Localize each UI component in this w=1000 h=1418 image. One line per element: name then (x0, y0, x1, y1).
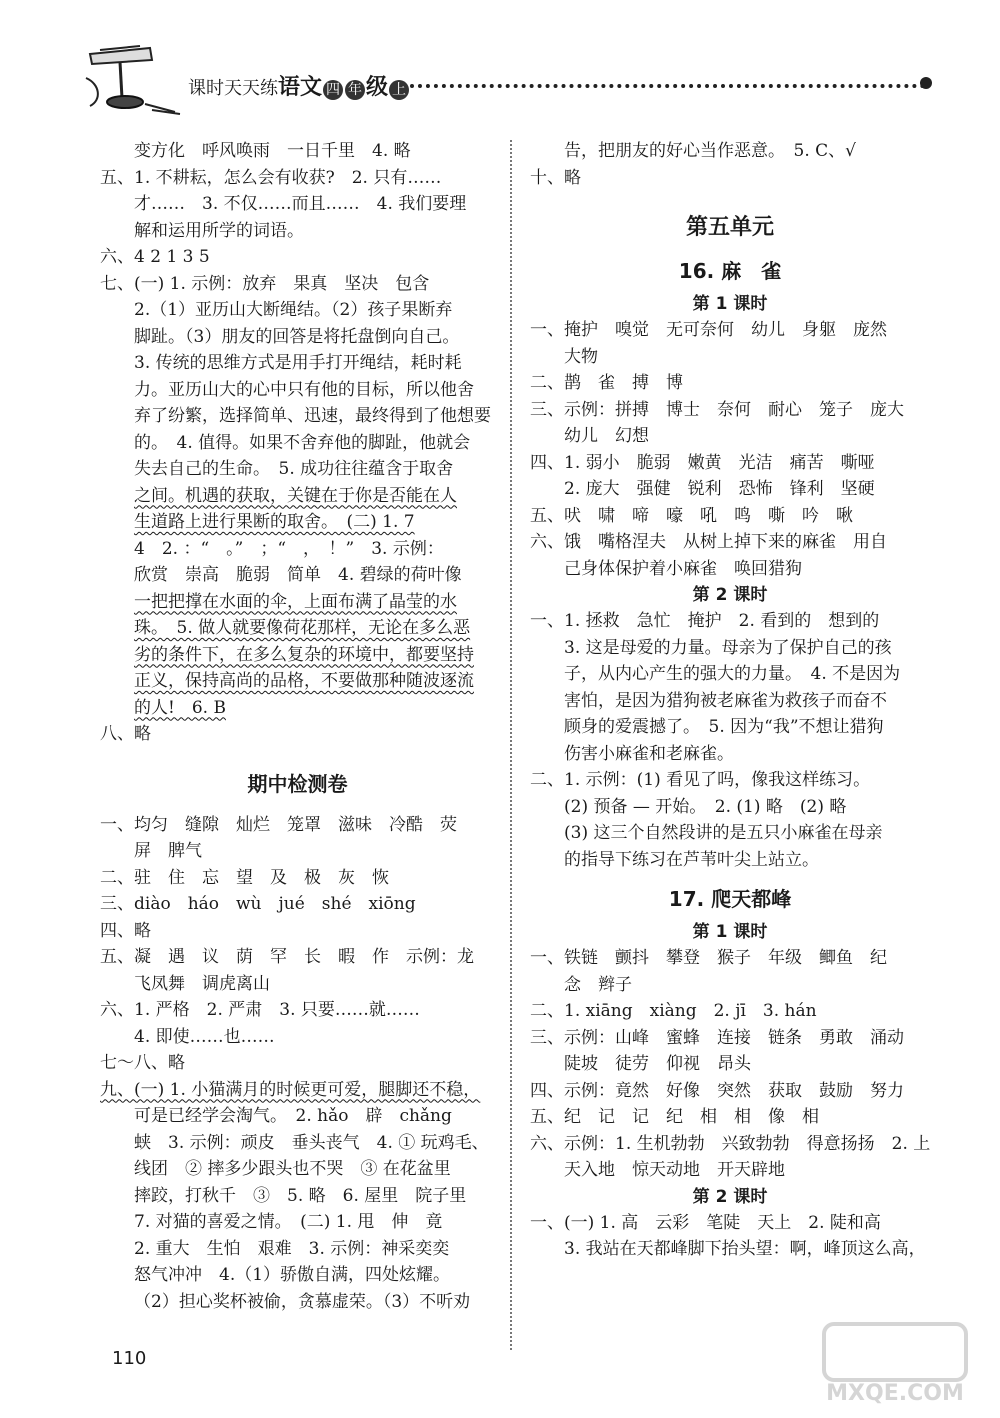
answer-line: 一、铁链 颤抖 攀登 猴子 年级 鲫鱼 纪 (530, 948, 887, 968)
right-answers-a (530, 138, 930, 191)
answer-line: 失去自己的生命。 5. 成功往往蕴含于取舍 (134, 459, 454, 479)
answer-line: 五、吠 啸 啼 嚎 吼 鸣 嘶 吟 啾 (530, 505, 853, 526)
answer-line: 生道路上进行果断的取舍。 (二) 1. 7 (134, 512, 415, 532)
left-answers-b (100, 812, 495, 1316)
answer-line: 3. 我站在天都峰脚下抬头望：啊，峰顶这么高， (564, 1239, 926, 1259)
answer-line: 力。亚历山大的心中只有他的目标，所以他舍 (134, 379, 474, 400)
lesson16-heading: 16. 麻 雀 (678, 259, 782, 283)
answer-line: 二、1. xiāng xiàng 2. jī 3. hán (530, 1001, 817, 1021)
answer-line: 子，从内心产生的强大的力量。 4. 不是因为 (564, 664, 901, 684)
desk-lamp-logo-icon (80, 40, 190, 120)
answer-line: 六、4 2 1 3 5 (100, 247, 210, 267)
answer-line: （2）担心奖杯被偷，贪慕虚荣。（3）不听劝 (134, 1291, 471, 1312)
header-dotted-rule (410, 84, 925, 88)
answer-line: 六、饿 嘴格涅夫 从树上掉下来的麻雀 用自 (530, 532, 887, 552)
answer-line: 可是已经学会淘气。 2. hǎo 辟 chǎng (134, 1106, 452, 1126)
answer-line: 四、略 (100, 920, 151, 941)
answer-line: 七、(一) 1. 示例：放弃 果真 坚决 包含 (100, 273, 430, 294)
answer-line: 3. 这是母爱的力量。母亲为了保护自己的孩 (564, 637, 892, 658)
answer-line: 三、示例：山峰 蜜蜂 连接 链条 勇敢 涌动 (530, 1027, 904, 1048)
watermark-text: MXQE.COM (826, 1381, 964, 1406)
answer-line: 2.（1）亚历山大断绳结。（2）孩子果断弃 (134, 300, 453, 320)
page-header (80, 40, 960, 120)
header-title (188, 70, 410, 101)
answer-line: 十、略 (530, 167, 581, 188)
lesson17-heading: 17. 爬天都峰 (668, 887, 792, 911)
answer-line: 一、掩护 嗅觉 无可奈何 幼儿 身躯 庞然 (530, 320, 887, 340)
answer-line: 九、(一) 1. 小猫满月的时候更可爱，腿脚还不稳， (100, 1079, 481, 1100)
header-grade-char-1: 四 (323, 80, 343, 100)
answer-line: 之间。机遇的获取，关键在于你是否能在人 (134, 485, 457, 506)
answer-line: 一、1. 拯救 急忙 掩护 2. 看到的 想到的 (530, 611, 880, 631)
answer-line: 己身体保护着小麻雀 唤回猎狗 (564, 558, 802, 579)
answer-line: 的人! 6. B (134, 697, 226, 718)
answer-line: 一、(一) 1. 高 云彩 笔陡 天上 2. 陡和高 (530, 1212, 881, 1233)
header-grade-word: 级 (366, 75, 389, 100)
answer-line: 的。 4. 值得。如果不舍弃他的脚趾，他就会 (134, 432, 471, 453)
answer-line: 伤害小麻雀和老麻雀。 (564, 743, 734, 764)
answer-line: 三、示例：拼搏 博士 奈何 耐心 笼子 庞大 (530, 399, 904, 420)
answer-line: 2. 重大 生怕 艰难 3. 示例：神采奕奕 (134, 1238, 450, 1259)
lesson17-class2-answers (530, 1210, 930, 1263)
answer-line: 4 2. ：“ 。” ；“ ， ！” 3. 示例： (134, 538, 444, 559)
answer-line: 的指导下练习在芦苇叶尖上站立。 (564, 849, 819, 870)
lesson17-class1-answers (530, 945, 930, 1184)
answer-line: 脚趾。（3）朋友的回答是将托盘倒向自己。 (134, 326, 460, 347)
answer-line: 告，把朋友的好心当作恶意。 5. C、√ (564, 141, 856, 161)
answer-line: 劣的条件下，在多么复杂的环境中，都要坚持 (134, 644, 474, 665)
answer-line: 二、驻 住 忘 望 及 极 灰 恢 (100, 867, 389, 888)
answer-line: 变方化 呼风唤雨 一日千里 4. 略 (134, 141, 411, 161)
answer-line: 解和运用所学的词语。 (134, 220, 304, 241)
answer-line: 飞凤舞 调虎离山 (134, 973, 270, 994)
column-divider (510, 140, 512, 1350)
header-rule-end-dot (920, 77, 932, 89)
answer-line: 四、1. 弱小 脆弱 嫩黄 光洁 痛苦 嘶哑 (530, 452, 875, 473)
midterm-heading: 期中检测卷 (247, 771, 348, 796)
answer-line: (3) 这三个自然段讲的是五只小麻雀在母亲 (564, 823, 883, 843)
answer-line: 弃了纷繁，选择简单、迅速，最终得到了他想要 (134, 406, 491, 426)
answer-line: 害怕，是因为猎狗被老麻雀为救孩子而奋不 (564, 690, 887, 711)
lesson16-class2-heading: 第 2 课时 (692, 585, 768, 605)
answer-line: 八、略 (100, 724, 151, 744)
watermark-logo (820, 1320, 970, 1410)
answer-line: 念 辫子 (564, 974, 632, 995)
lesson16-class1-answers (530, 317, 930, 582)
answer-line: 怒气冲冲 4.（1）骄傲自满，四处炫耀。 (134, 1265, 451, 1285)
left-column (100, 138, 495, 1315)
lesson16-class2-answers (530, 608, 930, 873)
answer-line: 线团 ② 摔多少跟头也不哭 ③ 在花盆里 (134, 1159, 451, 1179)
unit-heading: 第五单元 (685, 215, 774, 240)
lesson16-class1-heading: 第 1 课时 (692, 294, 768, 314)
left-answers-a (100, 138, 495, 748)
answer-line: 欣赏 崇高 脆弱 简单 4. 碧绿的荷叶像 (134, 565, 462, 585)
answer-line: 顾身的爱震撼了。 5. 因为“我”不想让猎狗 (564, 717, 884, 737)
answer-line: 大物 (564, 346, 598, 367)
header-term: 上 (389, 80, 409, 100)
answer-line: 一、均匀 缝隙 灿烂 笼罩 滋味 冷酷 荧 (100, 814, 457, 835)
answer-line: 4. 即使……也…… (134, 1026, 275, 1047)
answer-line: (2) 预备 — 开始。 2. (1) 略 (2) 略 (564, 796, 847, 817)
lesson17-class2-heading: 第 2 课时 (692, 1186, 768, 1207)
right-column (530, 138, 930, 1263)
answer-line: 天入地 惊天动地 开天辟地 (564, 1160, 785, 1180)
answer-line: 才…… 3. 不仅……而且…… 4. 我们要理 (134, 194, 467, 214)
answer-line: 正义，保持高尚的品格，不要做那种随波逐流 (134, 671, 474, 691)
header-grade-char-2: 年 (345, 80, 365, 100)
answer-line: 五、1. 不耕耘，怎么会有收获? 2. 只有…… (100, 167, 442, 188)
answer-line: 陡坡 徒劳 仰视 昂头 (564, 1054, 751, 1074)
answer-line: 摔跤，打秋千 ③ 5. 略 6. 屋里 院子里 (134, 1185, 467, 1206)
header-title-prefix: 课时天天练 (188, 78, 278, 99)
answer-line: 六、1. 严格 2. 严肃 3. 只要……就…… (100, 1000, 420, 1020)
answer-line: 四、示例：竟然 好像 突然 获取 鼓励 努力 (530, 1080, 904, 1101)
page-number: 110 (112, 1348, 147, 1369)
answer-line: 五、凝 遇 议 荫 罕 长 暇 作 示例：龙 (100, 947, 474, 967)
answer-line: 二、1. 示例：(1) 看见了吗，像我这样练习。 (530, 770, 871, 790)
answer-line: 三、diào háo wù jué shé xiōng (100, 894, 416, 914)
header-title-subject: 语文 (278, 75, 323, 100)
answer-line: 七～八、略 (100, 1053, 185, 1073)
answer-line: 珠。 5. 做人就要像荷花那样，无论在多么恶 (134, 618, 471, 638)
lesson17-class1-heading: 第 1 课时 (692, 922, 768, 942)
answer-line: 五、纪 记 记 纪 相 相 像 相 (530, 1107, 819, 1127)
answer-line: 一把把撑在水面的伞，上面布满了晶莹的水 (134, 591, 457, 612)
answer-line: 六、示例：1. 生机勃勃 兴致勃勃 得意扬扬 2. 上 (530, 1133, 931, 1154)
answer-line: 2. 庞大 强健 锐利 恐怖 锋利 坚硬 (564, 479, 875, 499)
answer-line: 幼儿 幻想 (564, 426, 649, 446)
answer-line: 7. 对猫的喜爱之情。 (二) 1. 甩 伸 竟 (134, 1212, 443, 1232)
answer-line: 蛱 3. 示例：顽皮 垂头丧气 4. ① 玩鸡毛、 (134, 1132, 489, 1153)
answer-line: 二、鹊 雀 搏 博 (530, 373, 683, 393)
answer-line: 3. 传统的思维方式是用手打开绳结，耗时耗 (134, 353, 462, 373)
answer-line: 屏 脾气 (134, 841, 202, 861)
